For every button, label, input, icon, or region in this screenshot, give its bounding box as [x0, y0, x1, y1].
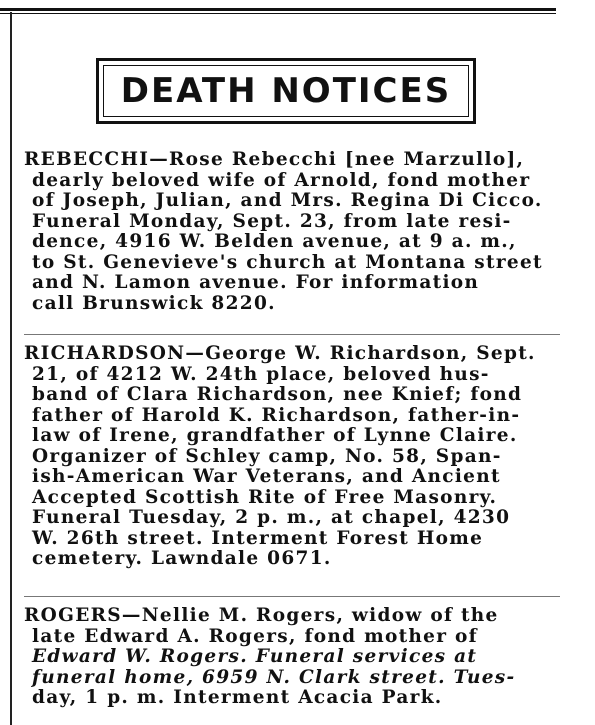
notice-line: dence, 4916 W. Belden avenue, at 9 a. m., [32, 232, 517, 252]
top-rule [0, 8, 556, 11]
notice-divider [24, 596, 560, 597]
notice-line: father of Harold K. Richardson, father-in- [32, 405, 521, 426]
top-rule-thin [0, 13, 556, 14]
notice-line: law of Irene, grandfather of Lynne Claire. [32, 426, 518, 446]
notice-line: 21, of 4212 W. 24th place, beloved hus- [32, 364, 490, 385]
notice-line: band of Clara Richardson, nee Knief; fond [32, 385, 523, 405]
notice-line: call Brunswick 8220. [32, 293, 276, 314]
notice-line: funeral home, 6959 N. Clark street. Tues- [32, 667, 516, 688]
notice-line: W. 26th street. Interment Forest Home [32, 528, 484, 549]
notice-line: cemetery. Lawndale 0671. [32, 549, 332, 569]
notice-line: RICHARDSON—George W. Richardson, Sept. [24, 344, 536, 364]
notice-richardson [24, 344, 560, 570]
notice-line: Edward W. Rogers. Funeral services at [32, 647, 478, 667]
section-header-inner-border [103, 65, 469, 117]
notice-line: REBECCHI—Rose Rebecchi [nee Marzullo], [24, 150, 525, 170]
notice-divider [24, 334, 560, 335]
notice-line: Funeral Tuesday, 2 p. m., at chapel, 4230 [32, 508, 511, 528]
notice-line: day, 1 p. m. Interment Acacia Park. [32, 688, 443, 708]
section-title: DEATH NOTICES [120, 71, 452, 111]
notice-line: Organizer of Schley camp, No. 58, Span- [32, 446, 502, 467]
notice-line: to St. Genevieve's church at Montana street [32, 252, 543, 273]
notice-rebecchi [24, 150, 560, 314]
notice-line: Accepted Scottish Rite of Free Masonry. [32, 487, 498, 508]
notice-line: and N. Lamon avenue. For information [32, 273, 480, 293]
notice-line: ish-American War Veterans, and Ancient [32, 467, 501, 487]
notice-rogers [24, 606, 560, 709]
notice-line: Funeral Monday, Sept. 23, from late resi- [32, 211, 512, 232]
column-rule [10, 12, 12, 725]
notice-line: ROGERS—Nellie M. Rogers, widow of the [24, 606, 499, 626]
section-header-box [96, 58, 476, 124]
notice-line: dearly beloved wife of Arnold, fond mother [32, 170, 531, 191]
notice-line: late Edward A. Rogers, fond mother of [32, 626, 478, 647]
notice-line: of Joseph, Julian, and Mrs. Regina Di Cicco. [32, 191, 543, 211]
